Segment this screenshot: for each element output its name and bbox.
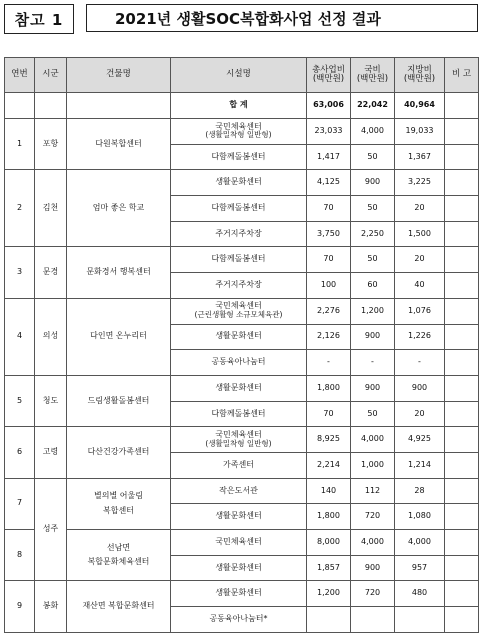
row-total: 70	[307, 196, 351, 222]
row-total: 8,925	[307, 427, 351, 453]
table-header-row	[5, 58, 479, 93]
row-region: 고령	[35, 427, 67, 478]
row-total: 1,200	[307, 581, 351, 607]
document-title: 2021년 생활SOC복합화사업 선정 결과	[86, 4, 478, 32]
row-gov: 4,000	[351, 119, 395, 145]
row-total: 23,033	[307, 119, 351, 145]
row-note	[445, 555, 479, 581]
row-facility: 생활문화센터	[171, 324, 307, 350]
row-facility: 생활문화센터	[171, 504, 307, 530]
row-facility: 주거지주차장	[171, 221, 307, 247]
row-facility: 다함께돌봄센터	[171, 196, 307, 222]
row-gov: 2,250	[351, 221, 395, 247]
row-note	[445, 452, 479, 478]
row-note	[445, 350, 479, 376]
row-local: 480	[395, 581, 445, 607]
col-header-building: 건물명	[67, 58, 171, 93]
row-region: 김천	[35, 170, 67, 247]
row-no: 5	[5, 375, 35, 426]
row-total: 2,126	[307, 324, 351, 350]
row-local: -	[395, 350, 445, 376]
table-row	[5, 298, 479, 324]
row-local: 900	[395, 375, 445, 401]
row-note	[445, 530, 479, 556]
row-gov: 900	[351, 555, 395, 581]
row-total: 140	[307, 478, 351, 504]
row-total: 1,800	[307, 375, 351, 401]
row-local: 1,214	[395, 452, 445, 478]
row-building: 드림생활돌봄센터	[67, 375, 171, 426]
row-local: 4,925	[395, 427, 445, 453]
row-gov: 60	[351, 273, 395, 299]
row-no: 8	[5, 530, 35, 581]
row-no: 4	[5, 298, 35, 375]
row-building: 재산면 복합문화센터	[67, 581, 171, 632]
sum-label: 합 계	[171, 93, 307, 119]
table-row	[5, 427, 479, 453]
row-facility: 주거지주차장	[171, 273, 307, 299]
row-gov: -	[351, 350, 395, 376]
row-total: 1,857	[307, 555, 351, 581]
row-note	[445, 324, 479, 350]
row-facility: 다함께돌봄센터	[171, 144, 307, 170]
table-row	[5, 170, 479, 196]
row-total: 100	[307, 273, 351, 299]
row-facility: 생활문화센터	[171, 581, 307, 607]
row-gov	[351, 607, 395, 633]
row-gov: 900	[351, 170, 395, 196]
row-gov: 900	[351, 324, 395, 350]
sum-gov: 22,042	[351, 93, 395, 119]
row-gov: 50	[351, 196, 395, 222]
sum-total: 63,006	[307, 93, 351, 119]
row-facility: 생활문화센터	[171, 375, 307, 401]
row-total: 2,276	[307, 298, 351, 324]
row-building: 엄마 좋은 학교	[67, 170, 171, 247]
col-header-gov: 국비 (백만원)	[351, 58, 395, 93]
row-local	[395, 607, 445, 633]
row-facility: 다함께돌봄센터	[171, 401, 307, 427]
row-building: 별의별 어울림 복합센터	[67, 478, 171, 529]
row-gov: 1,200	[351, 298, 395, 324]
table-row	[5, 530, 479, 556]
row-note	[445, 221, 479, 247]
col-header-no: 연번	[5, 58, 35, 93]
row-note	[445, 119, 479, 145]
row-local: 19,033	[395, 119, 445, 145]
row-facility: 국민체육센터 (생활밀착형 일반형)	[171, 427, 307, 453]
row-gov: 4,000	[351, 427, 395, 453]
row-local: 3,225	[395, 170, 445, 196]
row-local: 20	[395, 247, 445, 273]
table-row	[5, 375, 479, 401]
row-building: 선남면 복합문화체육센터	[67, 530, 171, 581]
row-local: 1,080	[395, 504, 445, 530]
row-note	[445, 478, 479, 504]
row-facility: 국민체육센터 (근린생활형 소규모체육관)	[171, 298, 307, 324]
row-note	[445, 247, 479, 273]
row-local: 1,500	[395, 221, 445, 247]
row-total	[307, 607, 351, 633]
col-header-local: 지방비 (백만원)	[395, 58, 445, 93]
row-local: 1,076	[395, 298, 445, 324]
row-facility: 생활문화센터	[171, 555, 307, 581]
row-total: 1,417	[307, 144, 351, 170]
row-gov: 900	[351, 375, 395, 401]
row-note	[445, 401, 479, 427]
row-region: 봉화	[35, 581, 67, 632]
row-note	[445, 581, 479, 607]
row-note	[445, 375, 479, 401]
row-note	[445, 607, 479, 633]
row-note	[445, 427, 479, 453]
table-row	[5, 581, 479, 607]
sum-row	[5, 93, 479, 119]
row-total: 4,125	[307, 170, 351, 196]
row-facility: 다함께돌봄센터	[171, 247, 307, 273]
row-facility: 국민체육센터 (생활밀착형 일반형)	[171, 119, 307, 145]
col-header-total: 총사업비 (백만원)	[307, 58, 351, 93]
row-gov: 50	[351, 247, 395, 273]
row-no: 3	[5, 247, 35, 298]
row-total: 2,214	[307, 452, 351, 478]
row-facility: 국민체육센터	[171, 530, 307, 556]
table-row	[5, 119, 479, 145]
row-total: 70	[307, 247, 351, 273]
selection-results-table	[4, 57, 479, 633]
row-total: 3,750	[307, 221, 351, 247]
row-building: 다인면 온누리터	[67, 298, 171, 375]
row-note	[445, 144, 479, 170]
row-gov: 50	[351, 144, 395, 170]
row-no: 7	[5, 478, 35, 529]
row-note	[445, 196, 479, 222]
row-gov: 720	[351, 581, 395, 607]
row-gov: 112	[351, 478, 395, 504]
row-no: 6	[5, 427, 35, 478]
col-header-facility: 시설명	[171, 58, 307, 93]
reference-tag: 참고 1	[4, 4, 74, 34]
col-header-region: 시군	[35, 58, 67, 93]
row-local: 957	[395, 555, 445, 581]
row-building: 다산건강가족센터	[67, 427, 171, 478]
row-no: 9	[5, 581, 35, 632]
row-no: 1	[5, 119, 35, 170]
row-facility: 생활문화센터	[171, 170, 307, 196]
col-header-note: 비 고	[445, 58, 479, 93]
row-region: 의성	[35, 298, 67, 375]
row-gov: 1,000	[351, 452, 395, 478]
row-facility: 가족센터	[171, 452, 307, 478]
row-building: 문화경서 행복센터	[67, 247, 171, 298]
row-no: 2	[5, 170, 35, 247]
row-local: 4,000	[395, 530, 445, 556]
row-local: 1,367	[395, 144, 445, 170]
row-region: 청도	[35, 375, 67, 426]
row-total: 8,000	[307, 530, 351, 556]
row-local: 20	[395, 401, 445, 427]
row-facility: 공동육아나눔터*	[171, 607, 307, 633]
row-note	[445, 298, 479, 324]
row-gov: 720	[351, 504, 395, 530]
row-gov: 4,000	[351, 530, 395, 556]
row-local: 40	[395, 273, 445, 299]
row-local: 28	[395, 478, 445, 504]
row-total: 1,800	[307, 504, 351, 530]
row-total: 70	[307, 401, 351, 427]
row-total: -	[307, 350, 351, 376]
table-row	[5, 247, 479, 273]
table-row	[5, 478, 479, 504]
page-header	[4, 4, 381, 34]
row-region: 문경	[35, 247, 67, 298]
row-region: 성주	[35, 478, 67, 581]
row-facility: 공동육아나눔터	[171, 350, 307, 376]
row-note	[445, 273, 479, 299]
row-local: 1,226	[395, 324, 445, 350]
row-facility: 작은도서관	[171, 478, 307, 504]
sum-local: 40,964	[395, 93, 445, 119]
row-note	[445, 170, 479, 196]
row-gov: 50	[351, 401, 395, 427]
row-note	[445, 504, 479, 530]
row-building: 다원복합센터	[67, 119, 171, 170]
row-region: 포항	[35, 119, 67, 170]
row-local: 20	[395, 196, 445, 222]
